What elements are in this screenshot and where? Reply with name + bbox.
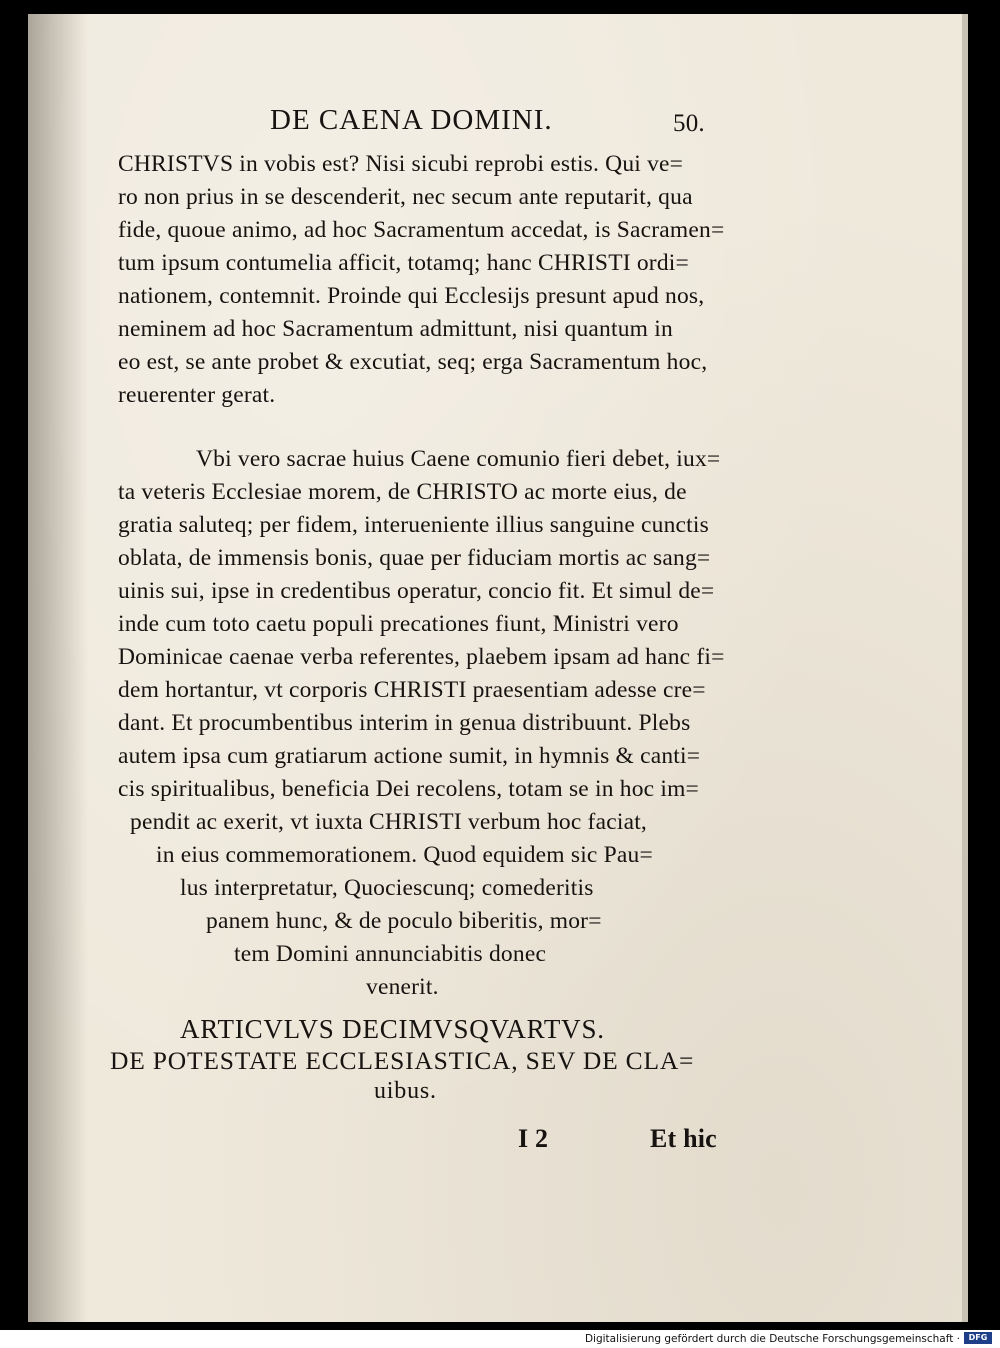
article-subheading-continuation: uibus. [374, 1078, 437, 1104]
paragraph2-line: cis spiritualibus, beneficia Dei recolens, totam se in hoc im= [118, 776, 700, 802]
paragraph1-line: tum ipsum contumelia afficit, totamq; hanc CHRISTI ordi= [118, 250, 689, 276]
paragraph2-line: lus interpretatur, Quociescunq; comederitis [180, 875, 594, 901]
paragraph2-line: inde cum toto caetu populi precationes fiunt, Ministri vero [118, 611, 679, 637]
paragraph2-line: autem ipsa cum gratiarum actione sumit, in hymnis & canti= [118, 743, 701, 769]
paragraph2-line: gratia saluteq; per fidem, interueniente illius sanguine cunctis [118, 512, 709, 538]
paragraph2-line: uinis sui, ipse in credentibus operatur, concio fit. Et simul de= [118, 578, 715, 604]
paragraph1-line: neminem ad hoc Sacramentum admittunt, nisi quantum in [118, 316, 673, 342]
paragraph2-line: ta veteris Ecclesiae morem, de CHRISTO ac morte eius, de [118, 479, 687, 505]
article-heading: ARTICVLVS DECIMVSQVARTVS. [180, 1014, 605, 1044]
article-subheading: DE POTESTATE ECCLESIASTICA, SEV DE CLA= [110, 1046, 695, 1075]
paragraph2-line: venerit. [366, 974, 439, 1000]
running-head: DE CAENA DOMINI. [270, 104, 553, 136]
paragraph1-line: ro non prius in se descenderit, nec secum ante reputarit, qua [118, 184, 693, 210]
signature-mark: I 2 [518, 1124, 549, 1153]
paragraph1-line: reuerenter gerat. [118, 382, 276, 408]
gutter-shadow [28, 14, 88, 1322]
paragraph2-line: oblata, de immensis bonis, quae per fiduciam mortis ac sang= [118, 545, 711, 571]
paragraph1-line: eo est, se ante probet & excutiat, seq; erga Sacramentum hoc, [118, 349, 708, 375]
paragraph2-line: Dominicae caenae verba referentes, plaebem ipsam ad hanc fi= [118, 644, 725, 670]
catchword: Et hic [650, 1124, 717, 1153]
funding-credit: Digitalisierung gefördert durch die Deutsche Forschungsgemeinschaft · [584, 1333, 960, 1345]
paragraph1-line: CHRISTVS in vobis est? Nisi sicubi reprobi estis. Qui ve= [118, 151, 684, 177]
paragraph2-line: Vbi vero sacrae huius Caene comunio fieri debet, iux= [196, 446, 721, 472]
paragraph2-line: dem hortantur, vt corporis CHRISTI praesentiam adesse cre= [118, 677, 706, 703]
paragraph2-line: tem Domini annunciabitis donec [234, 941, 547, 967]
paragraph2-line: in eius commemorationem. Quod equidem sic Pau= [156, 842, 653, 868]
paragraph2-line: panem hunc, & de poculo biberitis, mor= [206, 908, 602, 934]
folio-number: 50. [673, 110, 705, 137]
paragraph2-line: pendit ac exerit, vt iuxta CHRISTI verbum hoc faciat, [130, 809, 647, 835]
paragraph2-line: dant. Et procumbentibus interim in genua distribuunt. Plebs [118, 710, 691, 736]
paragraph1-line: fide, quoue animo, ad hoc Sacramentum accedat, is Sacramen= [118, 217, 725, 243]
dfg-logo: DFG [964, 1332, 992, 1344]
paragraph1-line: nationem, contemnit. Proinde qui Ecclesijs presunt apud nos, [118, 283, 705, 309]
page-edge [962, 14, 968, 1322]
book-page [28, 14, 968, 1322]
